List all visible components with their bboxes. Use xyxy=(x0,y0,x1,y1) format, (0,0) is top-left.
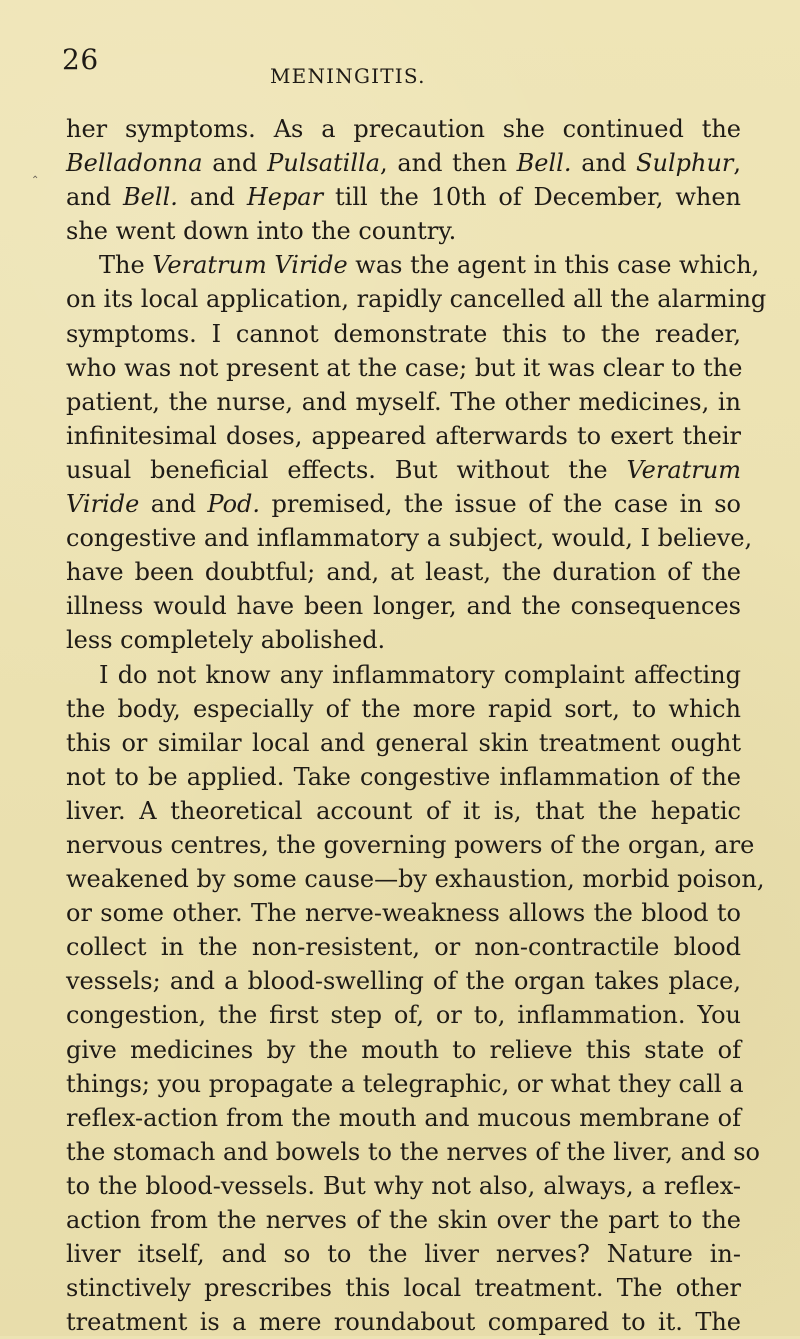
body-text xyxy=(66,112,767,1339)
margin-mark: ⌃ xyxy=(31,175,40,186)
page-number: 26 xyxy=(62,43,99,76)
text-line xyxy=(66,692,741,726)
text-line xyxy=(66,1067,744,1101)
line-segment: The xyxy=(99,251,153,280)
running-title: MENINGITIS. xyxy=(270,64,426,88)
text-line xyxy=(66,623,741,657)
text-line xyxy=(66,862,765,896)
line-segment: usual beneficial effects. But without the xyxy=(66,455,627,484)
line-segment: or some other. The nerve-weakness allows the blood to xyxy=(66,899,741,928)
line-segment: patient, the nurse, and myself. The other medicines, in xyxy=(66,387,741,416)
line-segment: on its local application, rapidly cancelled all the alarming xyxy=(66,285,767,314)
text-line xyxy=(66,487,741,521)
text-line xyxy=(66,1237,741,1271)
line-segment: to the blood-vessels. But why not also, always, a reflex- xyxy=(66,1171,741,1200)
line-segment: and xyxy=(66,183,124,212)
line-segment: reflex-action from the mouth and mucous membrane of xyxy=(66,1103,741,1132)
italic-term: Bell. xyxy=(123,183,178,212)
text-line xyxy=(66,146,741,180)
line-segment: liver. A theoretical account of it is, that the hepatic xyxy=(66,796,741,825)
text-line xyxy=(66,964,741,998)
line-segment: not to be applied. Take congestive inflammation of the xyxy=(66,762,741,791)
text-line xyxy=(66,760,741,794)
text-line xyxy=(66,726,741,760)
italic-term: Pod. xyxy=(207,490,261,519)
text-line xyxy=(66,555,741,589)
page-header xyxy=(62,40,740,88)
line-segment: things; you propagate a telegraphic, or what they call a xyxy=(66,1069,744,1098)
text-line xyxy=(66,385,741,419)
line-segment: I do not know any inflammatory complaint affecting xyxy=(99,660,741,689)
line-segment: she went down into the country. xyxy=(66,217,457,246)
line-segment: treatment is a mere roundabout compared to it. The xyxy=(66,1308,741,1337)
line-segment: , and then xyxy=(380,149,517,178)
line-segment: have been doubtful; and, at least, the duration of the xyxy=(66,558,741,587)
italic-term: Pulsatilla xyxy=(267,149,380,178)
line-segment: infinitesimal doses, appeared afterwards to exert their xyxy=(66,421,741,450)
italic-term: Belladonna xyxy=(66,149,203,178)
line-segment: and xyxy=(139,490,208,519)
text-line xyxy=(66,1271,741,1305)
italic-term: Veratrum Viride xyxy=(152,251,348,280)
line-segment: vessels; and a blood-swelling of the organ takes place, xyxy=(66,967,741,996)
line-segment: and xyxy=(202,149,268,178)
text-line xyxy=(66,998,741,1032)
italic-term: Hepar xyxy=(246,183,324,212)
line-segment: , xyxy=(733,149,742,178)
line-segment: collect in the non-resistent, or non-contractile blood xyxy=(66,933,741,962)
text-line xyxy=(66,214,741,248)
text-line xyxy=(66,419,741,453)
text-line xyxy=(66,453,741,487)
italic-term: Veratrum xyxy=(626,455,741,484)
text-line xyxy=(66,317,741,351)
line-segment: give medicines by the mouth to relieve this state of xyxy=(66,1035,741,1064)
line-segment: less completely abolished. xyxy=(66,626,386,655)
text-line xyxy=(66,248,760,282)
line-segment: this or similar local and general skin treatment ought xyxy=(66,728,741,757)
line-segment: who was not present at the case; but it was clear to the xyxy=(66,353,743,382)
line-segment: nervous centres, the governing powers of the organ, are xyxy=(66,830,755,859)
text-line xyxy=(66,1033,741,1067)
line-segment: weakened by some cause—by exhaustion, morbid poison, xyxy=(66,865,765,894)
text-line xyxy=(66,1203,741,1237)
line-segment: her symptoms. As a precaution she continued the xyxy=(66,115,741,143)
line-segment: till the 10th of December, when xyxy=(323,183,742,212)
line-segment: the body, especially of the more rapid sort, to which xyxy=(66,694,741,723)
italic-term: Sulphur xyxy=(636,149,734,178)
italic-term: Viride xyxy=(66,490,140,519)
line-segment: premised, the issue of the case in so xyxy=(260,490,742,519)
text-line xyxy=(66,1135,760,1169)
line-segment: congestion, the first step of, or to, inflammation. You xyxy=(66,1001,741,1030)
text-line xyxy=(66,282,767,316)
text-line xyxy=(66,658,741,692)
line-segment: congestive and inflammatory a subject, would, I believe, xyxy=(66,524,753,553)
text-line xyxy=(66,112,741,146)
line-segment: stinctively prescribes this local treatment. The other xyxy=(66,1274,741,1303)
italic-term: Bell. xyxy=(516,149,572,178)
text-line xyxy=(66,896,741,930)
line-segment: was the agent in this case which, xyxy=(347,251,760,280)
text-line xyxy=(66,1169,741,1203)
text-line xyxy=(66,180,741,214)
line-segment: the stomach and bowels to the nerves of the liver, and so xyxy=(66,1137,760,1166)
line-segment: and xyxy=(571,149,637,178)
line-segment: action from the nerves of the skin over the part to the xyxy=(66,1206,741,1234)
line-segment: illness would have been longer, and the consequences xyxy=(66,592,741,621)
text-line xyxy=(66,589,741,623)
text-line xyxy=(66,794,741,828)
text-line xyxy=(66,930,741,964)
text-line xyxy=(66,521,753,555)
line-segment: and xyxy=(177,183,247,212)
line-segment: symptoms. I cannot demonstrate this to the reader, xyxy=(66,319,741,348)
text-line xyxy=(66,351,741,385)
line-segment: liver itself, and so to the liver nerves? Nature in- xyxy=(66,1240,741,1269)
text-line xyxy=(66,828,755,862)
text-line xyxy=(66,1101,741,1135)
text-line xyxy=(66,1305,741,1339)
